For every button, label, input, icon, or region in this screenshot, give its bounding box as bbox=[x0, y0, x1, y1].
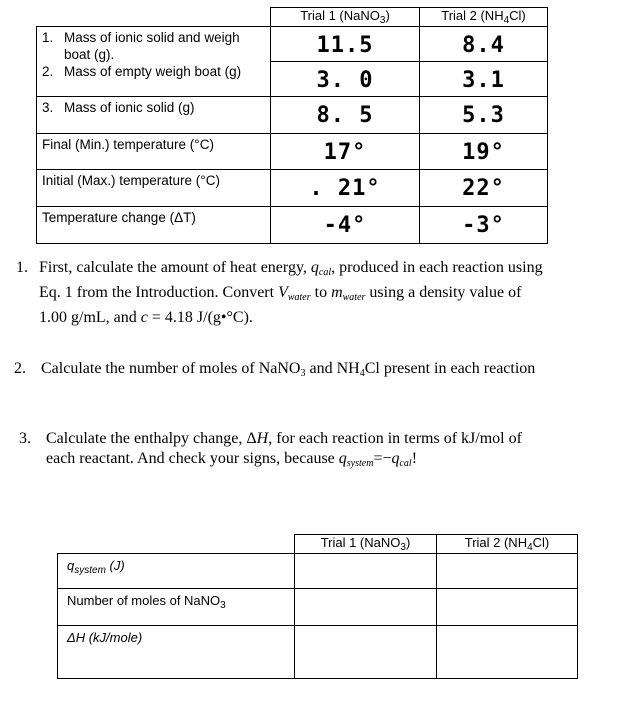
row-label-temp-change: Temperature change (ΔT) bbox=[37, 207, 271, 244]
trial2-q-system-cell bbox=[437, 554, 578, 589]
table1-header-trial1: Trial 1 (NaNO$_3$) bbox=[271, 8, 420, 27]
question-2: 2. Calculate the number of moles of NaNO3 and NH4Cl present in each reaction bbox=[14, 360, 536, 379]
row-label-delta-h: ΔH (kJ/mole) bbox=[58, 626, 295, 679]
row-label-mass-ionic-solid: 3. Mass of ionic solid (g) bbox=[37, 97, 271, 134]
trial2-mass-empty-boat: 3.1 bbox=[420, 62, 548, 97]
row-label-initial-temp: Initial (Max.) temperature (°C) bbox=[37, 170, 271, 207]
row-label-q-system: $q_{system}$ (J) bbox=[58, 554, 295, 589]
row-label-final-temp: Final (Min.) temperature (°C) bbox=[37, 134, 271, 170]
trial2-temp-change: -3° bbox=[420, 207, 548, 244]
question-1: 1. First, calculate the amount of heat energy, $q_{cal}$, produced in each reaction using Eq. 1 from the Introduction. Convert $V_{water}$ to $m_{water}$ using a density value of 1.00 g/mL, and c = 4.18 J/(g•°C). bbox=[16, 259, 543, 326]
trial1-moles-cell bbox=[295, 589, 437, 626]
trial2-initial-temp: 22° bbox=[420, 170, 548, 207]
row-label-mass-solid-boat: 1. Mass of ionic solid and weigh boat (g). 2. Mass of empty weigh boat (g) bbox=[37, 27, 271, 97]
trial2-final-temp: 19° bbox=[420, 134, 548, 170]
trial1-temp-change: -4° bbox=[271, 207, 420, 244]
table1-header-trial2: Trial 2 $(NH_4Cl)$ bbox=[420, 8, 548, 27]
data-table-1 bbox=[36, 7, 548, 244]
row-label-moles: Number of moles of NaNO$_3$ bbox=[58, 589, 295, 626]
trial1-mass-ionic-solid: 8. 5 bbox=[271, 97, 420, 134]
table2-header-trial1: Trial 1 (NaNO$_3$) bbox=[295, 535, 437, 554]
table2-header-trial2: Trial 2 $(NH_4Cl)$ bbox=[437, 535, 578, 554]
trial1-q-system-cell bbox=[295, 554, 437, 589]
trial1-final-temp: 17° bbox=[271, 134, 420, 170]
trial1-mass-empty-boat: 3. 0 bbox=[271, 62, 420, 97]
trial1-initial-temp: . 21° bbox=[271, 170, 420, 207]
trial2-mass-solid-boat: 8.4 bbox=[420, 27, 548, 62]
question-3: 3. Calculate the enthalpy change, ΔH, for each reaction in terms of kJ/mol of each reactant. And check your signs, because $q_{system}=-q_{cal}$! bbox=[19, 430, 522, 469]
trial1-delta-h-cell bbox=[295, 626, 437, 679]
trial2-delta-h-cell bbox=[437, 626, 578, 679]
trial2-mass-ionic-solid: 5.3 bbox=[420, 97, 548, 134]
trial1-mass-solid-boat: 11.5 bbox=[271, 27, 420, 62]
results-table bbox=[57, 534, 578, 679]
trial2-moles-cell bbox=[437, 589, 578, 626]
